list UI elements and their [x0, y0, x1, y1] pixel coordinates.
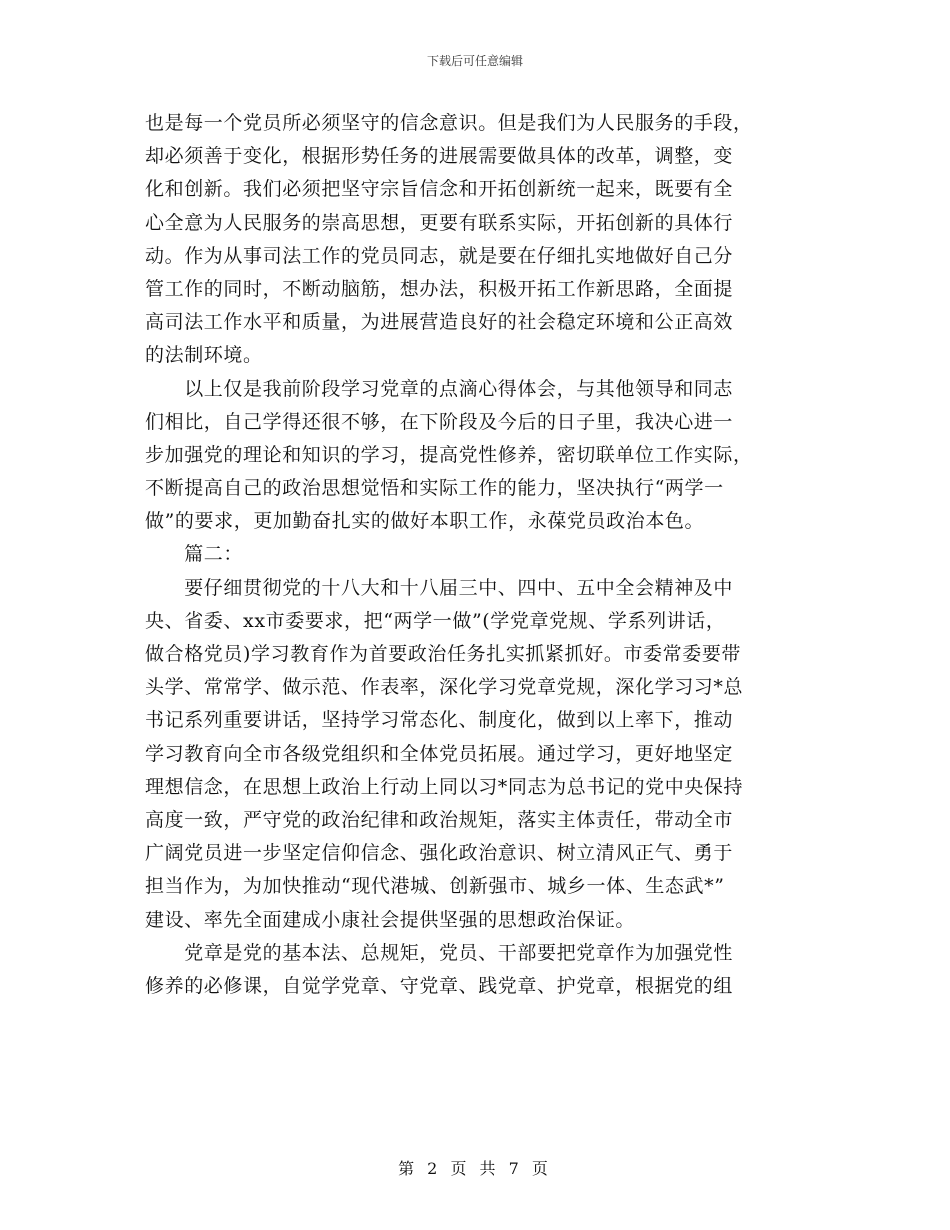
text-line: 担当作为，为加快推动“现代港城、创新强市、城乡一体、生态武*”: [145, 875, 725, 898]
text-line: 不断提高自己的政治思想觉悟和实际工作的能力，坚决执行“两学一: [145, 477, 724, 500]
text-line: 广阔党员进一步坚定信仰信念、强化政治意识、树立清风正气、勇于: [145, 842, 734, 865]
body-text: [145, 107, 805, 1003]
text-line: 书记系列重要讲话，坚持学习常态化、制度化，做到以上率下，推动: [145, 709, 734, 732]
text-line: 学习教育向全市各级党组织和全体党员拓展。通过学习，更好地坚定: [145, 742, 734, 765]
page-number-footer: 第 2 页 共 7 页: [398, 1159, 552, 1178]
text-line: 要仔细贯彻党的十八大和十八届三中、四中、五中全会精神及中: [145, 576, 734, 599]
text-line: 央、省委、xx市委要求，把“两学一做”(学党章党规、学系列讲话，: [145, 609, 726, 632]
section-heading: 篇二：: [145, 543, 244, 566]
text-line: 修养的必修课，自觉学党章、守党章、践党章、护党章，根据党的组: [145, 974, 734, 997]
text-line: 建设、率先全面建成小康社会提供坚强的思想政治保证。: [145, 908, 636, 931]
text-line: 心全意为人民服务的崇高思想，更要有联系实际，开拓创新的具体行: [145, 211, 734, 234]
text-line: 党章是党的基本法、总规矩，党员、干部要把党章作为加强党性: [145, 941, 734, 964]
text-line: 们相比，自己学得还很不够，在下阶段及今后的日子里，我决心进一: [145, 410, 734, 433]
text-line: 管工作的同时，不断动脑筋，想办法，积极开拓工作新思路，全面提: [145, 277, 734, 300]
text-line: 理想信念，在思想上政治上行动上同以习*同志为总书记的党中央保持: [145, 775, 744, 798]
text-line: 做”的要求，更加勤奋扎实的做好本职工作，永葆党员政治本色。: [145, 510, 705, 533]
text-line: 高度一致，严守党的政治纪律和政治规矩，落实主体责任，带动全市: [145, 808, 734, 831]
text-line: 却必须善于变化，根据形势任务的进展需要做具体的改革，调整，变: [145, 145, 734, 168]
text-line: 动。作为从事司法工作的党员同志，就是要在仔细扎实地做好自己分: [145, 244, 734, 267]
text-line: 也是每一个党员所必须坚守的信念意识。但是我们为人民服务的手段，: [145, 112, 753, 134]
text-line: 高司法工作水平和质量，为进展营造良好的社会稳定环境和公正高效: [145, 311, 734, 334]
text-line: 头学、常常学、做示范、作表率，深化学习党章党规，深化学习习*总: [145, 676, 744, 699]
text-line: 的法制环境。: [145, 344, 263, 367]
text-line: 以上仅是我前阶段学习党章的点滴心得体会，与其他领导和同志: [145, 377, 734, 400]
text-line: 化和创新。我们必须把坚守宗旨信念和开拓创新统一起来，既要有全: [145, 178, 734, 201]
text-line: 步加强党的理论和知识的学习，提高党性修养，密切联单位工作实际，: [145, 443, 753, 466]
text-line: 做合格党员)学习教育作为首要政治任务扎实抓紧抓好。市委常委要带: [145, 643, 742, 665]
page-header: 下载后可任意编辑: [426, 54, 523, 68]
